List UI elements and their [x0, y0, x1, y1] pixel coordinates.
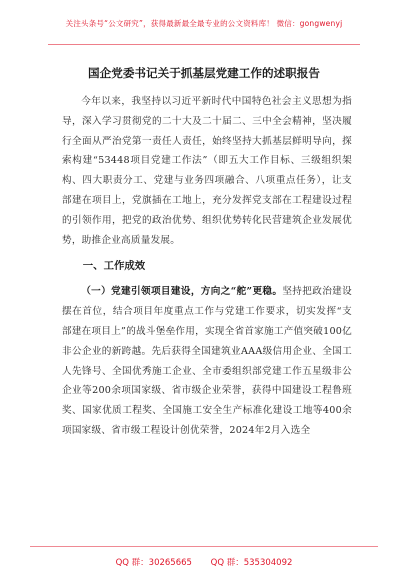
header-banner: 关注头条号“公文研究”，获得最新最全最专业的公文资料库！ 微信：gongwenyj — [65, 19, 343, 28]
intro-paragraph: 今年以来，我坚持以习近平新时代中国特色社会主义思想为指导，深入学习贯彻党的二十大及二十届二、三中全会精神，坚决履行全面从严治党第一责任人责任，始终坚持大抓基层鲜明导向，探索构建“53448项目党建工作法”（即五大工作目标、三级组织架构、四大职责分工、党建与业务四项融合、八项重点任务），让支部建在项目上，党旗插在工地上，充分发挥党支部在工程建设过程的引领作用，把党的政治优势、组织优势转化民营建筑企业发展优势，助推企业高质量发展。 — [62, 96, 352, 246]
document-body — [62, 92, 352, 441]
subsection-text: 坚持把政治建设摆在首位，结合项目年度重点工作与党建工作要求，切实发挥“支部建在项目上”的战斗堡垒作用，实现全省首家施工产值突破100亿非公企业的新跨越。先后获得全国建筑业AAA级信用企业、全国工人先锋号、全国优秀施工企业、全市委组织部党建工作五星级非公企业等200余项国家级、省市级企业荣誉，获得中国建设工程鲁班奖、国家优质工程奖、全国施工安全生产标准化建设工地等400余项国家级、省市级工程设计创优荣誉，2024年2月入选全 — [62, 286, 352, 436]
subsection-paragraph — [62, 282, 352, 440]
footer-qq-group-1: QQ 群：30265665 — [115, 558, 192, 568]
document-title: 国企党委书记关于抓基层党建工作的述职报告 — [88, 66, 320, 80]
footer-qq-group-2: QQ 群：535304092 — [210, 558, 293, 568]
section-heading: 一、工作成效 — [82, 260, 146, 273]
footer — [0, 556, 408, 568]
header-divider — [48, 44, 360, 45]
footer-divider — [30, 546, 378, 547]
subsection-heading: （一）党建引领项目建设，方向之“舵”更稳。 — [81, 286, 283, 298]
